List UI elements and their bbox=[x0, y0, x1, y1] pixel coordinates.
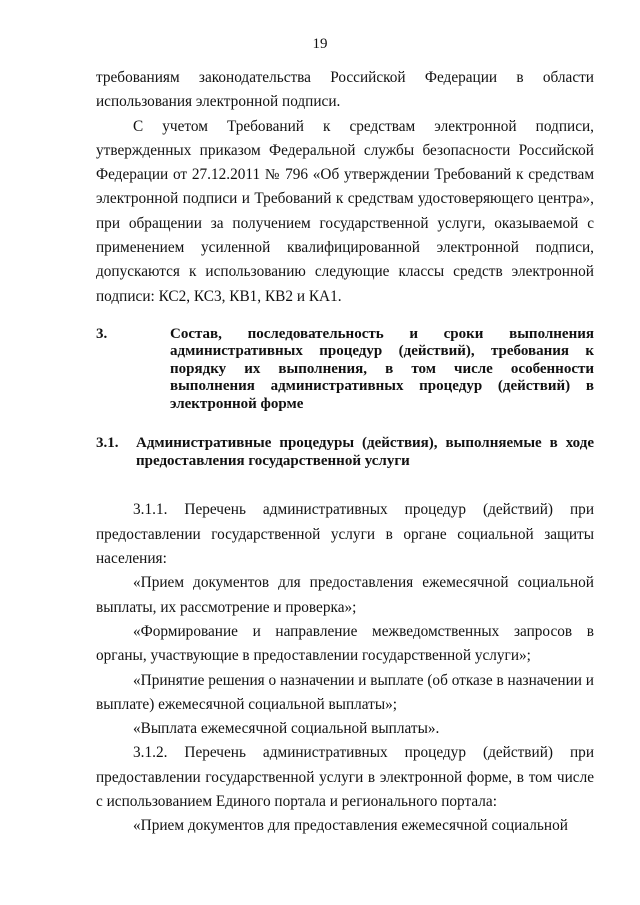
spacer bbox=[96, 309, 594, 326]
subsection-heading-3-1 bbox=[96, 435, 594, 470]
list-item-procedure: «Выплата ежемесячной социальной выплаты». bbox=[133, 720, 440, 738]
paragraph-continuation: требованиям законодательства Российской Федерации в области использования электронной подписи. bbox=[96, 69, 594, 111]
page-number: 19 bbox=[312, 36, 328, 52]
list-item-procedure: «Прием документов для предоставления ежемесячной социальной выплаты, их рассмотрение и проверка»; bbox=[96, 574, 594, 616]
paragraph-3-1-1: 3.1.1. Перечень административных процедур (действий) при предоставлении государственной услуги в органе социальной защиты населения: bbox=[96, 501, 594, 568]
list-item-procedure: «Формирование и направление межведомственных запросов в органы, участвующие в предоставлении государственной услуги»; bbox=[96, 622, 594, 665]
subsection-number: 3.1. bbox=[96, 435, 119, 452]
section-title: Состав, последовательность и сроки выполнения административных процедур (действий), требования к порядку их выполнения, в том числе особенности выполнения административных процедур (действий) в электронной форме bbox=[170, 325, 594, 412]
paragraph-3-1-2: 3.1.2. Перечень административных процедур (действий) при предоставлении государственной услуги в электронной форме, в том числе с использованием Единого портала и регионального портала: bbox=[96, 744, 594, 811]
paragraph-signature-classes: С учетом Требований к средствам электронной подписи, утвержденных приказом Федеральной службы безопасности Российской Федерации от 27.12.2011 № 796 «Об утверждении Требований к средствам электронной подписи и Требований к средствам удостоверяющего центра», при обращении за получением государственной услуги, оказываемой с применением усиленной квалифицированной электронной подписи, допускаются к использованию следующие классы средств электронной подписи: КС2, КС3, КВ1, КВ2 и КА1. bbox=[96, 117, 594, 305]
spacer bbox=[96, 470, 594, 498]
spacer bbox=[96, 413, 594, 435]
subsection-title: Административные процедуры (действия), выполняемые в ходе предоставления государственной услуги bbox=[136, 435, 594, 469]
page-body bbox=[96, 66, 594, 839]
section-heading-3 bbox=[96, 326, 594, 414]
section-number: 3. bbox=[96, 325, 108, 342]
list-item-procedure: «Принятие решения о назначении и выплате (об отказе в назначении и выплате) ежемесячной социальной выплаты»; bbox=[96, 671, 594, 713]
list-item-procedure: «Прием документов для предоставления ежемесячной социальной bbox=[133, 817, 568, 835]
